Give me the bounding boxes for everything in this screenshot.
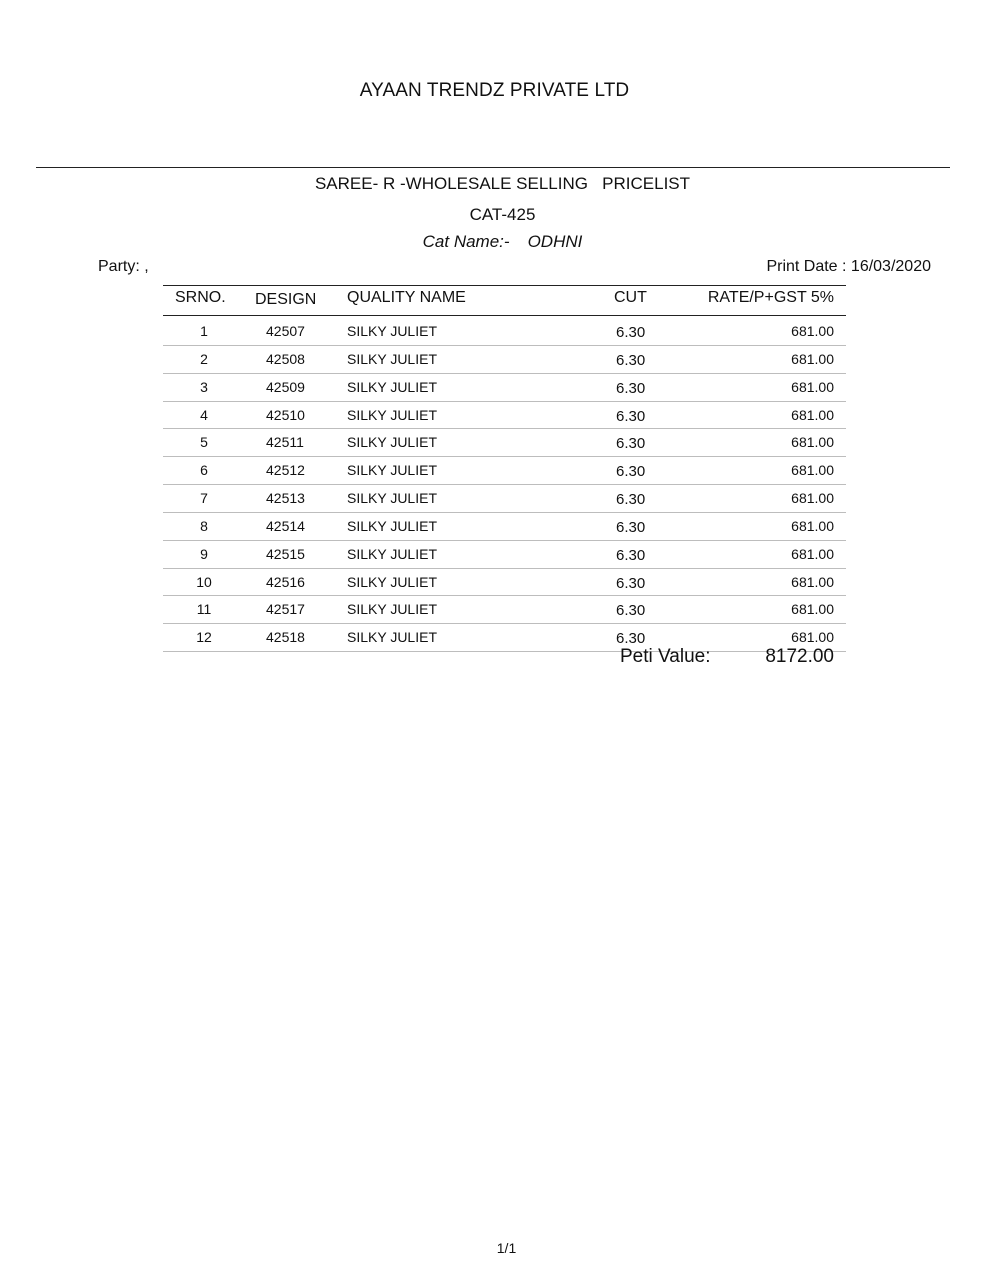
catalog-name (0, 232, 989, 252)
cell-rate: 681.00 (791, 517, 834, 534)
table-row (163, 596, 846, 624)
cell-rate: 681.00 (791, 490, 834, 507)
cell-srno: 2 (200, 350, 208, 367)
cell-cut: 6.30 (616, 518, 646, 536)
price-table-body (163, 318, 846, 652)
company-name: AYAAN TRENDZ PRIVATE LTD (359, 80, 630, 101)
cell-quality: SILKY JULIET (347, 462, 438, 479)
cell-srno: 3 (200, 378, 208, 395)
cell-quality: SILKY JULIET (347, 517, 438, 534)
peti-value-label: Peti Value: (620, 646, 711, 667)
cell-rate: 681.00 (791, 378, 834, 395)
cell-rate: 681.00 (791, 406, 834, 423)
cell-srno: 9 (200, 545, 208, 562)
table-top-rule (163, 285, 846, 286)
cell-cut: 6.30 (616, 379, 646, 397)
cell-quality: SILKY JULIET (347, 378, 438, 395)
cell-quality: SILKY JULIET (347, 629, 438, 646)
cell-cut: 6.30 (616, 407, 646, 425)
cell-cut: 6.30 (616, 546, 646, 564)
catalog-name-label: Cat Name:- (422, 232, 510, 251)
cell-design: 42510 (266, 406, 305, 423)
cell-design: 42513 (266, 490, 305, 507)
header-design: DESIGN (255, 291, 317, 308)
cell-design: 42516 (266, 573, 305, 590)
header-cut: CUT (614, 289, 647, 306)
table-row (163, 429, 846, 457)
table-header-rule (163, 315, 846, 316)
cell-srno: 10 (196, 573, 212, 590)
cell-quality: SILKY JULIET (347, 406, 438, 423)
table-row (163, 624, 846, 652)
cell-design: 42514 (266, 517, 305, 534)
cell-cut: 6.30 (616, 630, 646, 648)
cell-srno: 1 (200, 323, 208, 339)
cell-cut: 6.30 (616, 491, 646, 509)
cell-srno: 6 (200, 462, 208, 479)
cell-rate: 681.00 (791, 434, 834, 451)
table-row (163, 374, 846, 402)
catalog-code: CAT-425 (469, 205, 536, 224)
cell-rate: 681.00 (791, 573, 834, 590)
cell-rate: 681.00 (791, 462, 834, 479)
cell-quality: SILKY JULIET (347, 434, 438, 451)
cell-design: 42512 (266, 462, 305, 479)
cell-cut: 6.30 (616, 574, 646, 592)
table-row (163, 513, 846, 541)
cell-rate: 681.00 (791, 545, 834, 562)
cell-cut: 6.30 (616, 602, 646, 620)
cell-srno: 4 (200, 406, 208, 423)
cell-srno: 7 (200, 490, 208, 507)
catalog-name-value: ODHNI (527, 232, 583, 251)
cell-cut: 6.30 (616, 324, 646, 341)
cell-srno: 12 (196, 629, 212, 646)
header-quality-name: QUALITY NAME (347, 289, 466, 306)
cell-srno: 8 (200, 517, 208, 534)
cell-design: 42511 (266, 434, 304, 451)
header-divider (36, 167, 950, 168)
header-srno: SRNO. (175, 289, 226, 306)
cell-quality: SILKY JULIET (347, 545, 438, 562)
cell-design: 42518 (266, 629, 305, 646)
cell-rate: 681.00 (791, 629, 834, 646)
print-date: Print Date : 16/03/2020 (766, 258, 931, 275)
cell-rate: 681.00 (791, 323, 834, 339)
cell-quality: SILKY JULIET (347, 601, 438, 618)
cell-cut: 6.30 (616, 351, 646, 369)
table-row (163, 402, 846, 430)
table-row (163, 457, 846, 485)
cell-quality: SILKY JULIET (347, 490, 438, 507)
cell-quality: SILKY JULIET (347, 323, 438, 339)
table-row (163, 485, 846, 513)
cell-design: 42507 (266, 323, 305, 339)
cell-design: 42509 (266, 378, 305, 395)
table-row (163, 569, 846, 597)
cell-srno: 5 (200, 434, 208, 451)
peti-value-amount: 8172.00 (765, 646, 834, 667)
cell-design: 42508 (266, 350, 305, 367)
header-rate: RATE/P+GST 5% (707, 289, 834, 306)
cell-quality: SILKY JULIET (347, 350, 438, 367)
cell-rate: 681.00 (791, 350, 834, 367)
cell-design: 42517 (266, 601, 305, 618)
table-row (163, 541, 846, 569)
table-row (163, 346, 846, 374)
cell-rate: 681.00 (791, 601, 834, 618)
cell-quality: SILKY JULIET (347, 573, 438, 590)
party-label: Party: , (98, 258, 149, 275)
table-row (163, 318, 846, 346)
page-number: 1/1 (496, 1240, 517, 1256)
cell-cut: 6.30 (616, 435, 646, 453)
pricelist-title: SAREE- R -WHOLESALE SELLING PRICELIST (314, 174, 691, 193)
cell-srno: 11 (196, 601, 212, 618)
cell-design: 42515 (266, 545, 305, 562)
cell-cut: 6.30 (616, 463, 646, 481)
